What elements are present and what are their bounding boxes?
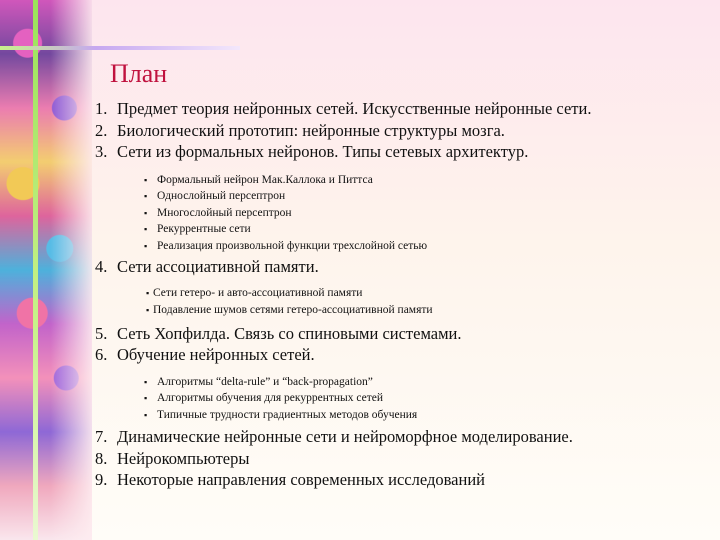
slide-title: План <box>110 59 168 88</box>
bullet-icon: ▪ <box>144 224 148 234</box>
bullet-icon: ▪ <box>146 305 150 315</box>
bullet-icon: ▪ <box>146 287 150 298</box>
sub-item-text: Многослойный персептрон <box>157 206 292 219</box>
list-item-5 <box>95 323 705 345</box>
list-item-7 <box>95 426 705 448</box>
item-text: Обучение нейронных сетей. <box>117 345 315 364</box>
item-number: 4. <box>95 257 108 276</box>
item-text: Биологический прототип: нейронные структуры мозга. <box>117 120 505 140</box>
sublist-architectures <box>144 172 705 255</box>
decorative-vertical-line <box>33 0 38 540</box>
list-item-2 <box>95 120 705 142</box>
item-number: 9. <box>95 470 108 489</box>
sub-item <box>144 390 705 407</box>
sub-item-text: Алгоритмы “delta-rule” и “back-propagation” <box>157 375 373 388</box>
list-item-9 <box>95 469 705 491</box>
bullet-icon: ▪ <box>144 240 148 251</box>
sub-item-text: Сети гетеро- и авто-ассоциативной памяти <box>153 286 363 299</box>
decorative-horizontal-line <box>0 46 240 50</box>
sub-item-text: Типичные трудности градиентных методов обучения <box>157 408 418 421</box>
bullet-icon: ▪ <box>144 376 148 387</box>
list-item-6 <box>95 344 705 366</box>
item-text: Динамические нейронные сети и нейроморфное моделирование. <box>117 427 573 446</box>
item-number: 8. <box>95 448 108 468</box>
sublist-training <box>144 374 705 424</box>
sub-item-text: Алгоритмы обучения для рекуррентных сетей <box>157 392 384 404</box>
bullet-icon: ▪ <box>144 409 148 420</box>
sublist-associative-memory <box>146 285 705 320</box>
item-number: 7. <box>95 427 108 446</box>
sub-item <box>144 205 705 222</box>
bullet-icon: ▪ <box>144 174 148 185</box>
sub-item-text: Формальный нейрон Мак.Каллока и Питтса <box>157 173 373 186</box>
item-text: Сеть Хопфилда. Связь со спиновыми системами. <box>117 323 462 343</box>
list-item-3 <box>95 141 705 163</box>
sub-item-text: Однослойный персептрон <box>157 190 286 202</box>
sub-item-text: Рекуррентные сети <box>157 223 251 235</box>
decorative-floral-strip <box>0 0 92 540</box>
list-item-1 <box>95 98 705 120</box>
sub-item <box>144 374 705 391</box>
sub-item <box>146 285 705 303</box>
sub-item <box>146 302 705 320</box>
bullet-icon: ▪ <box>144 393 148 403</box>
item-number: 5. <box>95 323 108 343</box>
item-text: Некоторые направления современных исследований <box>117 470 485 489</box>
list-item-4 <box>95 256 705 278</box>
bullet-icon: ▪ <box>144 207 148 218</box>
bullet-icon: ▪ <box>144 191 148 201</box>
plan-list <box>95 98 705 491</box>
item-number: 1. <box>95 99 108 118</box>
list-item-8 <box>95 448 705 470</box>
sub-item <box>144 172 705 189</box>
item-number: 2. <box>95 120 108 140</box>
sub-item <box>144 407 705 424</box>
sub-item <box>144 238 705 255</box>
item-text: Сети из формальных нейронов. Типы сетевых архитектур. <box>117 142 529 161</box>
sub-item-text: Реализация произвольной функции трехслойной сетью <box>157 239 428 252</box>
item-text: Сети ассоциативной памяти. <box>117 257 319 276</box>
sub-item-text: Подавление шумов сетями гетеро-ассоциативной памяти <box>153 304 433 316</box>
sub-item <box>144 221 705 238</box>
item-number: 6. <box>95 345 108 364</box>
item-text: Нейрокомпьютеры <box>117 448 250 468</box>
sub-item <box>144 188 705 205</box>
item-text: Предмет теория нейронных сетей. Искусственные нейронные сети. <box>117 99 592 118</box>
item-number: 3. <box>95 142 108 161</box>
